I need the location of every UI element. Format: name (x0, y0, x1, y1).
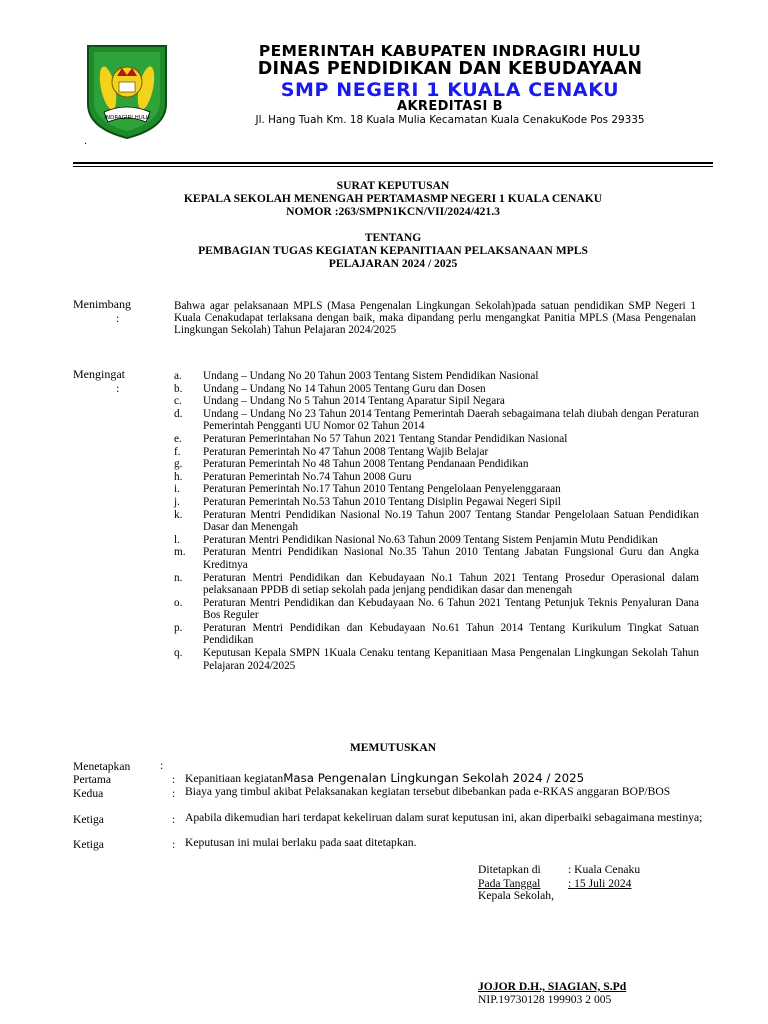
mengingat-item-text: Undang – Undang No 14 Tahun 2005 Tentang Guru dan Dosen (203, 382, 486, 395)
mengingat-item-marker: a. (174, 370, 182, 382)
mengingat-colon: : (116, 381, 120, 395)
mengingat-list (174, 370, 699, 672)
mengingat-label: Mengingat (73, 367, 125, 381)
mengingat-item-marker: f. (174, 445, 181, 458)
mengingat-item-marker: i. (174, 483, 180, 496)
stray-dot: . (84, 136, 88, 147)
menimbang-label: Menimbang (73, 297, 131, 311)
school-address: Jl. Hang Tuah Km. 18 Kuala Mulia Kecamatan Kuala CenakuKode Pos 29335 (255, 114, 645, 126)
mengingat-item-text: Peraturan Mentri Pendidikan dan Kebudayaan No. 6 Tahun 2021 Tentang Petunjuk Teknis Penyaluran Dana Bos Reguler (203, 596, 699, 622)
mengingat-item-marker: b. (174, 382, 183, 395)
signature-date-value: : 15 Juli 2024 (568, 877, 632, 890)
mengingat-item-text: Peraturan Mentri Pendidikan Nasional No.35 Tahun 2010 Tentang Jabatan Fungsional Guru dan Angka Kreditnya (203, 546, 699, 571)
mengingat-item-marker: j. (174, 495, 180, 508)
mengingat-item-marker: e. (174, 432, 182, 445)
decree-subject-line1: PEMBAGIAN TUGAS KEGIATAN KEPANITIAAN PELAKSANAAN MPLS (198, 244, 588, 257)
menetapkan-label: Menetapkan (73, 760, 131, 773)
mengingat-item-text: Undang – Undang No 5 Tahun 2014 Tentang Aparatur Sipil Negara (203, 395, 505, 408)
ketiga-text-1: Apabila dikemudian hari terdapat kekeliruan dalam surat keputusan ini, akan diperbaiki sebagaimana mestinya; (185, 811, 703, 824)
mengingat-item-text: Peraturan Mentri Pendidikan Nasional No.19 Tahun 2007 Tentang Standar Pengelolaan Satuan Pendidikan Dasar dan Menengah (203, 508, 699, 534)
mengingat-item (174, 509, 699, 534)
menimbang-colon: : (116, 311, 120, 325)
ketiga-colon-1: : (172, 813, 176, 826)
mengingat-item (174, 546, 699, 571)
mengingat-item-text: Keputusan Kepala SMPN 1Kuala Cenaku tentang Kepanitiaan Masa Pengenalan Lingkungan Sekolah Tahun Pelajaran 2024/2025 (203, 647, 699, 672)
regency-logo (84, 42, 170, 140)
menetapkan-colon: : (160, 759, 164, 772)
mengingat-item-text: Undang – Undang No 20 Tahun 2003 Tentang Sistem Pendidikan Nasional (203, 370, 539, 382)
mengingat-item (174, 446, 699, 459)
department-name: DINAS PENDIDIKAN DAN KEBUDAYAAN (257, 59, 643, 79)
mengingat-item (174, 534, 699, 547)
pertama-text (185, 772, 705, 786)
accreditation: AKREDITASI B (396, 99, 503, 114)
mengingat-item-marker: n. (174, 571, 183, 584)
mengingat-item (174, 622, 699, 647)
mengingat-item-marker: h. (174, 470, 183, 483)
mengingat-item-text: Peraturan Pemerintah No.74 Tahun 2008 Guru (203, 470, 412, 483)
header-rule-thick (73, 162, 713, 164)
mengingat-item-marker: c. (174, 395, 182, 408)
signature-place-value: : Kuala Cenaku (568, 863, 641, 876)
signature-position: Kepala Sekolah, (478, 889, 554, 902)
mengingat-item (174, 597, 699, 622)
mengingat-item (174, 370, 699, 383)
decree-subject-line2: PELAJARAN 2024 / 2025 (328, 257, 458, 270)
mengingat-item-text: Peraturan Pemerintah No 48 Tahun 2008 Tentang Pendanaan Pendidikan (203, 458, 529, 471)
ketiga-label-2: Ketiga (73, 838, 104, 851)
pertama-colon: : (172, 773, 176, 786)
mengingat-item-text: Peraturan Mentri Pendidikan dan Kebudayaan No.61 Tahun 2014 Tentang Kurikulum Tingkat Satuan Pendidikan (203, 621, 699, 647)
mengingat-item (174, 395, 699, 408)
decree-about: TENTANG (364, 231, 422, 244)
mengingat-item-marker: o. (174, 596, 183, 609)
mengingat-item-marker: d. (174, 407, 183, 420)
ketiga-label-1: Ketiga (73, 813, 104, 826)
logo-banner-text: INDRAGIRI HULU (104, 115, 150, 121)
decree-issuer: KEPALA SEKOLAH MENENGAH PERTAMASMP NEGERI 1 KUALA CENAKU (183, 192, 603, 205)
mengingat-item (174, 471, 699, 484)
menimbang-text: Bahwa agar pelaksanaan MPLS (Masa Pengenalan Lingkungan Sekolah)pada satuan pendidikan SMP Negeri 1 Kuala Cenakudapat terlaksana dengan baik, maka dipandang perlu mengangkat Panitia MPLS (Masa Pengenalan Lingkungan Sekolah) Tahun Pelajaran 2024/2025 (174, 300, 696, 337)
signature-place-label: Ditetapkan di (478, 863, 541, 876)
signatory-name: JOJOR D.H., SIAGIAN, S.Pd (478, 980, 627, 993)
mengingat-item (174, 647, 699, 672)
ketiga-colon-2: : (172, 838, 176, 851)
mengingat-item-marker: g. (174, 458, 183, 471)
decree-number: NOMOR :263/SMPN1KCN/VII/2024/421.3 (286, 205, 500, 218)
memutuskan-heading: MEMUTUSKAN (349, 741, 437, 754)
kedua-colon: : (172, 787, 176, 800)
mengingat-item-text: Peraturan Mentri Pendidikan dan Kebudayaan No.1 Tahun 2021 Tentang Prosedur Operasional dalam pelaksanaan PPDB di setiap sekolah pada jenjang pendidikan dasar dan menengah (203, 571, 699, 597)
kedua-text: Biaya yang timbul akibat Pelaksanakan kegiatan tersebut dibebankan pada e-RKAS anggaran BOP/BOS (185, 785, 671, 798)
decree-title: SURAT KEPUTUSAN (336, 179, 450, 192)
mengingat-item (174, 383, 699, 396)
signature-date-label: Pada Tanggal (478, 877, 541, 890)
mengingat-item (174, 572, 699, 597)
header-rule-thin (73, 166, 713, 167)
ketiga-text-2: Keputusan ini mulai berlaku pada saat ditetapkan. (185, 836, 417, 849)
pertama-prefix: Kepanitiaan kegiatan (185, 772, 284, 785)
government-name: PEMERINTAH KABUPATEN INDRAGIRI HULU (258, 42, 642, 60)
mengingat-item-marker: p. (174, 621, 183, 634)
pertama-main: Masa Pengenalan Lingkungan Sekolah 2024 / 2025 (283, 771, 585, 785)
mengingat-item-marker: k. (174, 508, 183, 521)
signatory-nip: NIP.19730128 199903 2 005 (478, 993, 612, 1006)
mengingat-item-marker: q. (174, 647, 183, 660)
mengingat-item (174, 496, 699, 509)
mengingat-item-marker: m. (174, 546, 186, 559)
school-name: SMP NEGERI 1 KUALA CENAKU (280, 79, 620, 101)
mengingat-item-text: Peraturan Mentri Pendidikan Nasional No.63 Tahun 2009 Tentang Sistem Penjamin Mutu Pendidikan (203, 533, 658, 546)
pertama-label: Pertama (73, 773, 111, 786)
mengingat-item (174, 408, 699, 433)
mengingat-item-text: Undang – Undang No 23 Tahun 2014 Tentang Pemerintah Daerah sebagaimana telah diubah dengan Peraturan Pemerintah Pengganti UU Nomor 02 Tahun 2014 (203, 407, 699, 433)
mengingat-item (174, 458, 699, 471)
mengingat-item (174, 433, 699, 446)
mengingat-item-text: Peraturan Pemerintah No 47 Tahun 2008 Tentang Wajib Belajar (203, 445, 489, 458)
mengingat-item (174, 483, 699, 496)
mengingat-item-text: Peraturan Pemerintah No.53 Tahun 2010 Tentang Disiplin Pegawai Negeri Sipil (203, 495, 561, 508)
kedua-label: Kedua (73, 787, 104, 800)
mengingat-item-text: Peraturan Pemerintahan No 57 Tahun 2021 Tentang Standar Pendidikan Nasional (203, 432, 568, 445)
mengingat-item-text: Peraturan Pemerintah No.17 Tahun 2010 Tentang Pengelolaan Penyelenggaraan (203, 483, 561, 496)
mengingat-item-marker: l. (174, 533, 180, 546)
